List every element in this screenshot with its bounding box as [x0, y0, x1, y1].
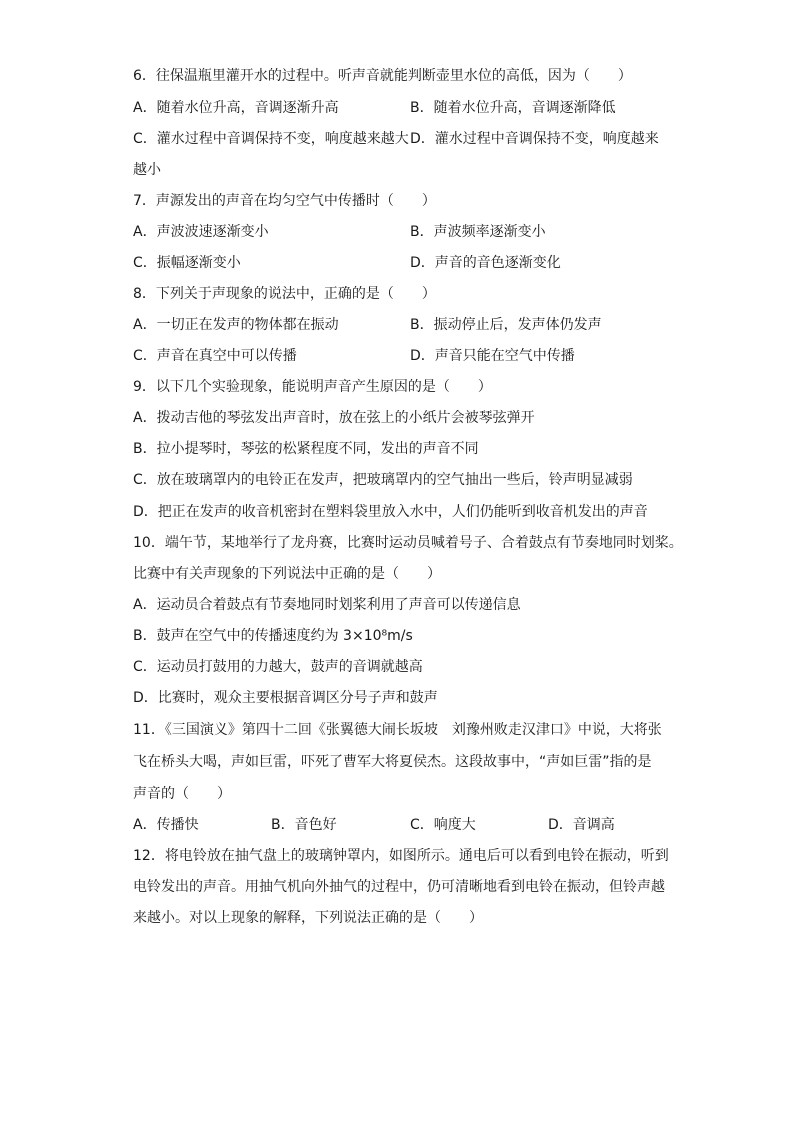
question-10-stem-line-1: 10．端午节，某地举行了龙舟赛，比赛时运动员喊着号子、合着鼓点有节奏地同时划桨。 [133, 535, 683, 551]
question-10-option-b: B．鼓声在空气中的传播速度约为 3×10⁸m/s [133, 628, 413, 644]
question-8-option-b: B．振动停止后，发声体仍发声 [410, 317, 602, 333]
question-11-option-c: C．响度大 [410, 817, 476, 833]
question-10-option-d: D．比赛时，观众主要根据音调区分号子声和鼓声 [133, 690, 438, 706]
question-11-option-b: B．音色好 [271, 817, 337, 833]
question-11-option-a: A．传播快 [133, 817, 199, 833]
question-9-option-d: D．把正在发声的收音机密封在塑料袋里放入水中，人们仍能听到收音机发出的声音 [133, 504, 648, 520]
question-12-stem-line-1: 12．将电铃放在抽气盘上的玻璃钟罩内，如图所示。通电后可以看到电铃在振动，听到 [133, 848, 669, 864]
question-9-option-b: B．拉小提琴时，琴弦的松紧程度不同，发出的声音不同 [133, 441, 479, 457]
question-11-stem-line-3: 声音的（ ） [133, 786, 231, 802]
question-11-stem-line-1: 11．《三国演义》第四十二回《张翼德大闹长坂坡 刘豫州败走汉津口》中说，大将张 [133, 722, 662, 738]
question-8-option-a: A．一切正在发声的物体都在振动 [133, 317, 339, 333]
question-11-stem-line-2: 飞在桥头大喝，声如巨雷，吓死了曹军大将夏侯杰。这段故事中，“声如巨雷”指的是 [133, 754, 652, 770]
question-6-option-d-continued: 越小 [133, 162, 161, 178]
question-6-option-c: C．灌水过程中音调保持不变，响度越来越大 [133, 131, 409, 147]
question-10-option-a: A．运动员合着鼓点有节奏地同时划桨利用了声音可以传递信息 [133, 597, 521, 613]
question-8-option-c: C．声音在真空中可以传播 [133, 348, 297, 364]
question-7-option-c: C．振幅逐渐变小 [133, 255, 241, 271]
question-9-stem: 9．以下几个实验现象，能说明声音产生原因的是（ ） [133, 379, 492, 395]
question-12-stem-line-2: 电铃发出的声音。用抽气机向外抽气的过程中，仍可清晰地看到电铃在振动，但铃声越 [133, 879, 665, 895]
question-8-stem: 8．下列关于声现象的说法中，正确的是（ ） [133, 286, 436, 302]
question-9-option-c: C．放在玻璃罩内的电铃正在发声，把玻璃罩内的空气抽出一些后，铃声明显减弱 [133, 472, 633, 488]
question-7-stem: 7．声源发出的声音在均匀空气中传播时（ ） [133, 193, 436, 209]
question-12-stem-line-3: 来越小。对以上现象的解释，下列说法正确的是（ ） [133, 910, 483, 926]
question-7-option-a: A．声波波速逐渐变小 [133, 224, 269, 240]
question-11-option-d: D．音调高 [548, 817, 615, 833]
question-6-option-b: B．随着水位升高，音调逐渐降低 [410, 100, 616, 116]
question-7-option-b: B．声波频率逐渐变小 [410, 224, 546, 240]
question-10-stem-line-2: 比赛中有关声现象的下列说法中正确的是（ ） [133, 566, 441, 582]
question-7-option-d: D．声音的音色逐渐变化 [410, 255, 561, 271]
question-8-option-d: D．声音只能在空气中传播 [410, 348, 575, 364]
question-6-option-a: A．随着水位升高，音调逐渐升高 [133, 100, 339, 116]
question-6-option-d: D．灌水过程中音调保持不变，响度越来 [410, 131, 659, 147]
question-9-option-a: A．拨动吉他的琴弦发出声音时，放在弦上的小纸片会被琴弦弹开 [133, 410, 535, 426]
question-10-option-c: C．运动员打鼓用的力越大，鼓声的音调就越高 [133, 659, 423, 675]
question-6-stem: 6．往保温瓶里灌开水的过程中。听声音就能判断壶里水位的高低，因为（ ） [133, 68, 632, 84]
